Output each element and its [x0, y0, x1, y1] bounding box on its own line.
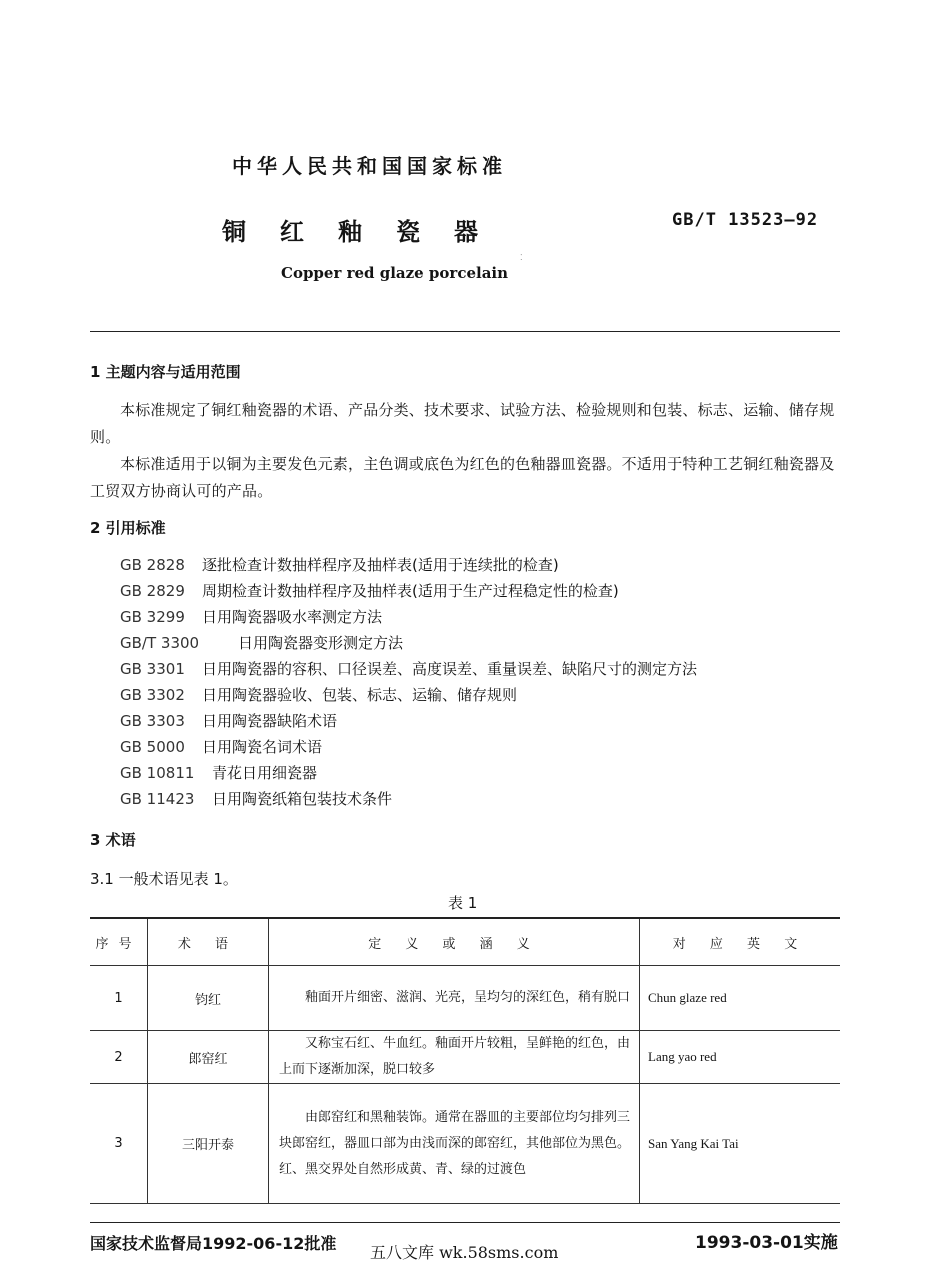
- reference-title: 日用陶瓷器验收、包装、标志、运输、储存规则: [202, 686, 518, 704]
- cell-english: Chun glaze red: [640, 966, 841, 1031]
- table-row: [90, 966, 840, 1031]
- title-char: 釉: [338, 218, 362, 246]
- title-char: 瓷: [396, 218, 420, 246]
- reference-item: [120, 710, 337, 731]
- reference-item: [120, 580, 619, 601]
- section-2-heading: 2 引用标准: [90, 519, 166, 537]
- column-header-english: 对 应 英 文: [640, 918, 841, 966]
- reference-item: [120, 658, 697, 679]
- column-header-term: 术 语: [148, 918, 269, 966]
- table-header-row: [90, 918, 840, 966]
- reference-item: [120, 762, 317, 783]
- standard-category-title: 中华人民共和国国家标准: [232, 154, 507, 178]
- cell-term: 郎窑红: [148, 1031, 269, 1084]
- cell-number: 3: [90, 1084, 148, 1204]
- table-caption: 表 1: [448, 894, 478, 912]
- reference-title: 日用陶瓷器吸水率测定方法: [202, 608, 383, 626]
- section-1-paragraph-2: 本标准适用于以铜为主要发色元素，主色调或底色为红色的色釉器皿瓷器。不适用于特种工艺铜红釉瓷器及工贸双方协商认可的产品。: [90, 455, 835, 500]
- reference-code: GB 10811: [120, 764, 195, 782]
- reference-title: 日用陶瓷器缺陷术语: [202, 712, 338, 730]
- reference-item: [120, 736, 322, 757]
- reference-code: GB 3302: [120, 686, 185, 704]
- issue-approval: 国家技术监督局1992-06-12批准: [90, 1234, 337, 1253]
- reference-item: [120, 788, 392, 809]
- reference-code: GB 2828: [120, 556, 185, 574]
- reference-title: 日用陶瓷纸箱包装技术条件: [212, 790, 393, 808]
- watermark-text: 五八文库 wk.58sms.com: [370, 1243, 559, 1262]
- cell-definition: 由郎窑红和黑釉装饰。通常在器皿的主要部位均匀排列三块郎窑红，器皿口部为由浅而深的郎窑红，其他部位为黑色。红、黑交界处自然形成黄、青、绿的过渡色: [269, 1084, 640, 1204]
- cell-term: 三阳开泰: [148, 1084, 269, 1204]
- title-char: 器: [454, 218, 478, 246]
- reference-code: GB 3303: [120, 712, 185, 730]
- section-1-paragraph-1: 本标准规定了铜红釉瓷器的术语、产品分类、技术要求、试验方法、检验规则和包装、标志、运输、储存规则。: [90, 401, 835, 446]
- reference-code: GB 3299: [120, 608, 185, 626]
- top-divider: [90, 331, 840, 332]
- section-1-heading: 1 主题内容与适用范围: [90, 363, 241, 381]
- reference-item: [120, 554, 559, 575]
- cell-number: 1: [90, 966, 148, 1031]
- title-char: 红: [280, 218, 304, 246]
- cell-definition: 釉面开片细密、滋润、光亮，呈均匀的深红色，稍有脱口: [269, 966, 640, 1031]
- cell-term: 钧红: [148, 966, 269, 1031]
- standard-number: GB/T 13523—92: [672, 210, 819, 230]
- subsection-3-1: 3.1 一般术语见表 1。: [90, 870, 238, 888]
- cell-english: Lang yao red: [640, 1031, 841, 1084]
- reference-title: 日用陶瓷器变形测定方法: [238, 634, 404, 652]
- table-row: [90, 1031, 840, 1084]
- cell-english: San Yang Kai Tai: [640, 1084, 841, 1204]
- reference-title: 日用陶瓷器的容积、口径误差、高度误差、重量误差、缺陷尺寸的测定方法: [202, 660, 698, 678]
- reference-item: [120, 606, 382, 627]
- effective-date: 1993-03-01实施: [695, 1233, 838, 1253]
- reference-title: 青花日用细瓷器: [212, 764, 318, 782]
- reference-code: GB/T 3300: [120, 634, 200, 652]
- terms-table: [90, 917, 840, 1204]
- reference-title: 周期检查计数抽样程序及抽样表(适用于生产过程稳定性的检查): [202, 582, 619, 600]
- scan-speck: ⁚: [520, 253, 523, 262]
- reference-item: [120, 684, 517, 705]
- reference-code: GB 11423: [120, 790, 195, 808]
- english-title: Copper red glaze porcelain: [281, 264, 509, 282]
- reference-title: 逐批检查计数抽样程序及抽样表(适用于连续批的检查): [202, 556, 559, 574]
- document-title: [222, 212, 512, 247]
- cell-definition: 又称宝石红、牛血红。釉面开片较粗，呈鲜艳的红色，由上而下逐渐加深，脱口较多: [269, 1031, 640, 1084]
- reference-item: [120, 632, 403, 653]
- column-header-number: 序号: [90, 918, 148, 966]
- reference-code: GB 5000: [120, 738, 185, 756]
- table-row: [90, 1084, 840, 1204]
- reference-code: GB 2829: [120, 582, 185, 600]
- reference-code: GB 3301: [120, 660, 185, 678]
- title-char: 铜: [222, 218, 246, 246]
- bottom-divider: [90, 1222, 840, 1223]
- cell-number: 2: [90, 1031, 148, 1084]
- section-3-heading: 3 术语: [90, 831, 136, 849]
- reference-title: 日用陶瓷名词术语: [202, 738, 323, 756]
- column-header-definition: 定 义 或 涵 义: [269, 918, 640, 966]
